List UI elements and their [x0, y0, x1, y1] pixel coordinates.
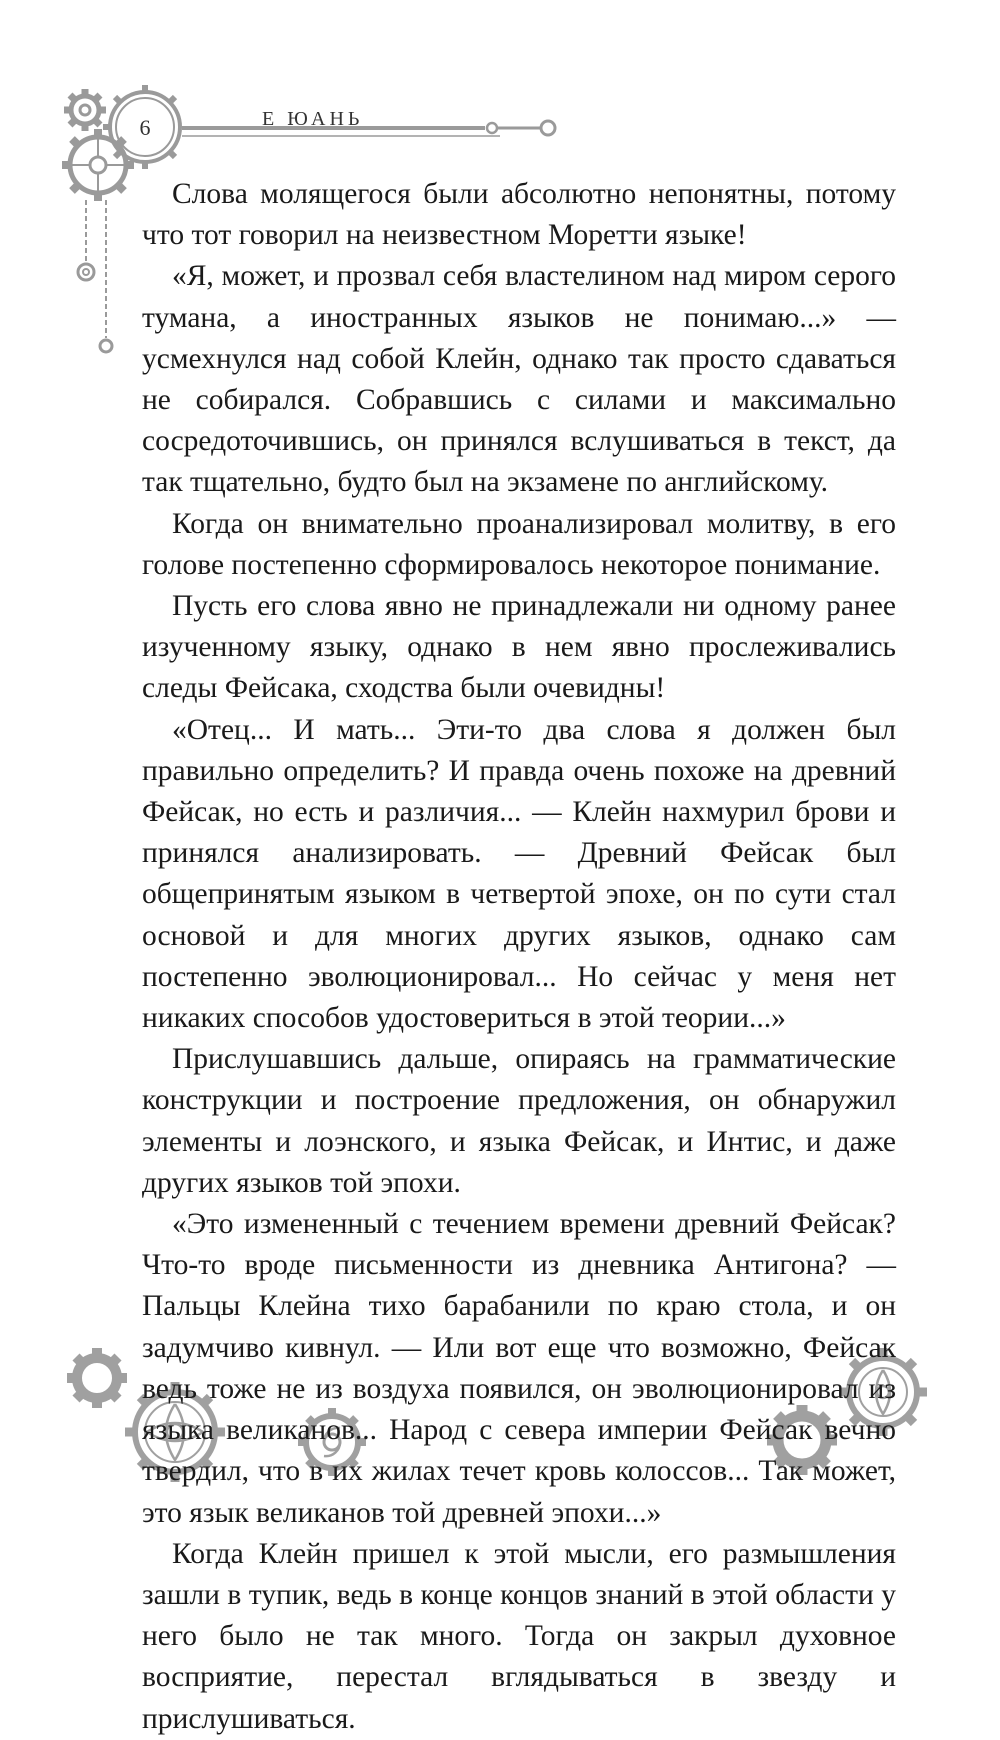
small-gear-icon [64, 89, 106, 131]
page-number: 6 [139, 115, 151, 140]
chain-ornament-icon [78, 200, 112, 352]
paragraph: «Я, может, и прозвал себя властелином над миром серого тумана, а иностранных языков не понимаю...» — усмехнулся над собой Клейн, однако так просто сдаваться не собирался. Собравшись с силами и максимально сосредоточившись, он принялся вслушиваться в текст, да так тщательно, будто был на экзамене по английскому. [142, 260, 896, 499]
running-head: Е ЮАНЬ [262, 108, 364, 130]
paragraph: Прислушавшись дальше, опираясь на грамматические конструкции и построение предложения, он обнаружил элементы и лоэнского, и языка Фейсак, и Интис, и даже других языков той эпохи. [142, 1043, 896, 1199]
footer-gear-left-small-icon [67, 1348, 127, 1408]
paragraph: Слова молящегося были абсолютно непонятны, потому что тот говорил на неизвестном Моретти языке! [142, 178, 896, 252]
body-text [142, 174, 896, 1740]
paragraph: Когда он внимательно проанализировал молитву, в его голове постепенно сформировалось некоторое понимание. [142, 507, 896, 581]
paragraph: Когда Клейн пришел к этой мысли, его размышления зашли в тупик, ведь в конце концов знаний в этой области у него было не так много. Тогда он закрыл духовное восприятие, перестал вглядываться в звезду и прислушиваться. [142, 1537, 896, 1735]
paragraph: Пусть его слова явно не принадлежали ни одному ранее изученному языку, однако в нем явно прослеживались следы Фейсака, сходства были очевидны! [142, 590, 896, 705]
paragraph: «Это измененный с течением времени древний Фейсак? Что-то вроде письменности из дневника Антигона? — Пальцы Клейна тихо барабанили по краю стола, и он задумчиво кивнул. — Или вот еще что возможно, Фейсак ведь тоже не из воздуха появился, он эволюционировал из языка великанов... Народ с севера империи Фейсак вечно твердил, что в их жилах течет кровь колоссов... Так может, это язык великанов той древней эпохи...» [142, 1208, 896, 1529]
paragraph: «Отец... И мать... Эти-то два слова я должен был правильно определить? И правда очень похоже на древний Фейсак, но есть и различия... — Клейн нахмурил брови и принялся анализировать. — Древний Фейсак был общепринятым языком в четвертой эпохе, он по сути стал основой и для многих других языков, однако сам постепенно эволюционировал... Но сейчас у меня нет никаких способов удостовериться в этой теории...» [142, 713, 896, 1035]
